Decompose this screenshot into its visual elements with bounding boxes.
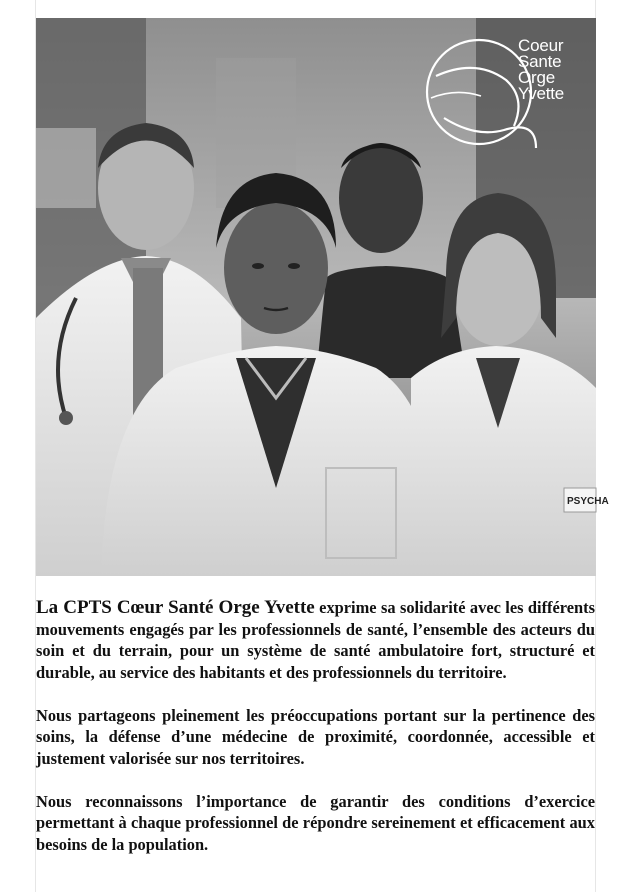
statement-text <box>36 597 595 877</box>
coat-badge-text: PSYCHA <box>567 496 609 507</box>
logo-wordmark <box>518 38 590 102</box>
logo-line-1: Coeur <box>518 36 564 55</box>
logo-line-2: Sante <box>518 52 562 71</box>
healthcare-workers-illustration <box>36 18 609 576</box>
logo-line-3: Orge <box>518 68 555 87</box>
paragraph-2: Nous partageons pleinement les préoccupations portant sur la pertinence des soins, la défense d’une médecine de proximité, coordonnée, accessible et justement valorisée sur nos territoires. <box>36 705 595 768</box>
logo-line-4: Yvette <box>518 84 565 103</box>
header-photo <box>36 18 609 576</box>
organization-name: La CPTS Cœur Santé Orge Yvette <box>36 597 315 618</box>
paragraph-3: Nous reconnaissons l’importance de garantir des conditions d’exercice permettant à chaque professionnel de répondre sereinement et efficacement aux besoins de la population. <box>36 791 595 854</box>
paragraph-1 <box>36 597 595 683</box>
paragraph-1-text: exprime sa solidarité avec les différents mouvements engagés par les professionnels de santé, l’ensemble des acteurs du soin et du terrain, pour un système de santé ambulatoire fort, structuré et durable, au service des habitants et des professionnels du territoire. <box>36 598 596 682</box>
